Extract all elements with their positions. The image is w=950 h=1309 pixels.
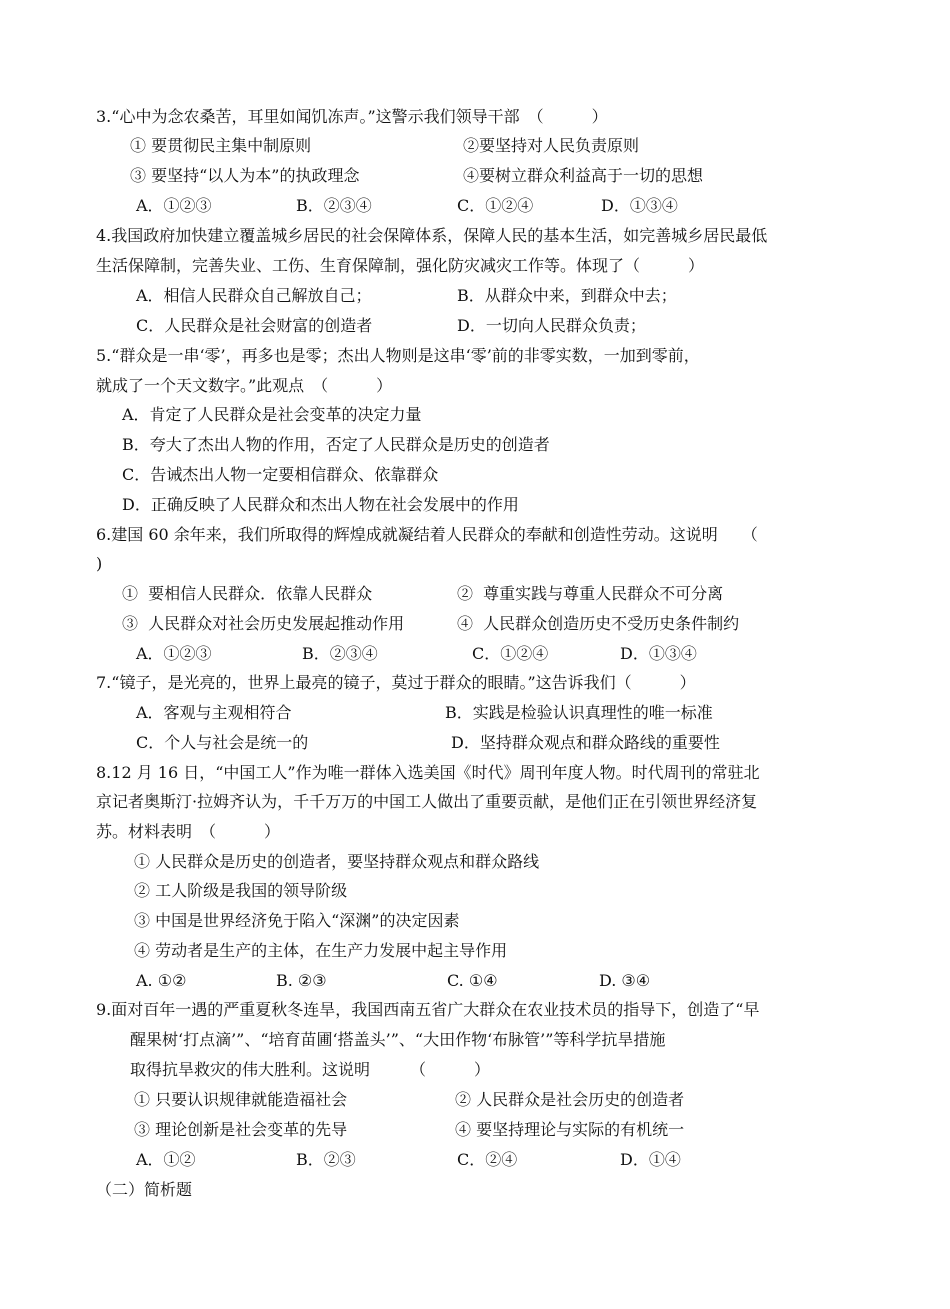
q3-option-1: ① 要贯彻民主集中制原则 [130, 136, 312, 155]
q5-stem-line1: 5.“群众是一串‘零’，再多也是零；杰出人物则是这串‘零’前的非零实数，一加到零前， [96, 346, 700, 365]
q6-stem-line2: ) [96, 554, 103, 573]
q4-choice-c: C．人民群众是社会财富的创造者 [136, 316, 373, 335]
section-title: （二）简析题 [96, 1180, 193, 1199]
q6-option-1: ① 要相信人民群众．依靠人民群众 [122, 584, 373, 603]
q3-stem: 3.“心中为念农桑苦，耳里如闻饥冻声。”这警示我们领导干部 （ ） [96, 107, 608, 126]
q9-option-2: ② 人民群众是社会历史的创造者 [455, 1090, 685, 1109]
q6-option-2: ② 尊重实践与尊重人民群众不可分离 [457, 584, 724, 603]
q9-choice-a: A．①② [136, 1150, 196, 1169]
q6-stem-line1: 6.建国 60 余年来，我们所取得的辉煌成就凝结着人民群众的奉献和创造性劳动。这说明 （ [96, 525, 758, 544]
q6-choice-b: B．②③④ [302, 644, 378, 663]
q5-stem-line2: 就成了一个天文数字。”此观点 （ ） [96, 376, 393, 395]
q6-choice-d: D．①③④ [620, 644, 697, 663]
q6-choice-c: C．①②④ [472, 644, 549, 663]
q8-option-2: ② 工人阶级是我国的领导阶级 [134, 881, 348, 900]
q4-stem-line1: 4.我国政府加快建立覆盖城乡居民的社会保障体系，保障人民的基本生活，如完善城乡居民最低 [96, 226, 768, 245]
q9-option-3: ③ 理论创新是社会变革的先导 [134, 1120, 348, 1139]
q6-choice-a: A．①②③ [136, 644, 212, 663]
q9-choice-c: C．②④ [457, 1150, 518, 1169]
q3-option-3: ③ 要坚持“以人为本”的执政理念 [130, 166, 360, 185]
q7-choice-c: C．个人与社会是统一的 [136, 733, 309, 752]
q8-choice-c: C. ①④ [447, 971, 498, 990]
q3-option-2: ②要坚持对人民负责原则 [463, 136, 640, 155]
q8-choice-d: D. ③④ [599, 971, 651, 990]
q7-stem: 7.“镜子，是光亮的，世界上最亮的镜子，莫过于群众的眼睛。”这告诉我们（ ） [96, 673, 696, 692]
q6-option-3: ③ 人民群众对社会历史发展起推动作用 [122, 614, 405, 633]
q9-option-1: ① 只要认识规律就能造福社会 [134, 1090, 348, 1109]
q8-option-4: ④ 劳动者是生产的主体，在生产力发展中起主导作用 [134, 941, 508, 960]
q7-choice-d: D．坚持群众观点和群众路线的重要性 [451, 733, 720, 752]
q9-stem-line1: 9.面对百年一遇的严重夏秋冬连旱，我国西南五省广大群众在农业技术员的指导下，创造了“早 [96, 1000, 760, 1019]
q7-choice-b: B．实践是检验认识真理性的唯一标准 [445, 703, 713, 722]
q4-choice-a: A．相信人民群众自己解放自己； [136, 286, 372, 305]
q8-stem-line1: 8.12 月 16 日，“中国工人”作为唯一群体入选美国《时代》周刊年度人物。时代周刊的常驻北 [96, 763, 760, 782]
q3-choice-b: B．②③④ [296, 196, 372, 215]
q3-choice-d: D．①③④ [601, 196, 678, 215]
q8-stem-line3: 苏。材料表明 （ ） [96, 822, 281, 841]
q3-option-4: ④要树立群众利益高于一切的思想 [463, 166, 704, 185]
q3-choice-c: C．①②④ [457, 196, 534, 215]
q9-option-4: ④ 要坚持理论与实际的有机统一 [455, 1120, 685, 1139]
q3-choice-a: A．①②③ [136, 196, 212, 215]
q9-choice-d: D．①④ [620, 1150, 681, 1169]
q4-choice-b: B．从群众中来，到群众中去； [457, 286, 677, 305]
q5-choice-d: D．正确反映了人民群众和杰出人物在社会发展中的作用 [122, 495, 519, 514]
q9-stem-line2: 醒果树‘打点滴’”、“培育苗圃‘搭盖头’”、“大田作物‘布脉管’”等科学抗旱措施 [130, 1030, 666, 1049]
q9-stem-line3: 取得抗旱救灾的伟大胜利。这说明 （ ） [130, 1060, 491, 1079]
q5-choice-c: C．告诫杰出人物一定要相信群众、依靠群众 [122, 465, 439, 484]
q5-choice-b: B．夸大了杰出人物的作用，否定了人民群众是历史的创造者 [122, 435, 550, 454]
q8-option-3: ③ 中国是世界经济免于陷入“深渊”的决定因素 [134, 911, 460, 930]
q7-choice-a: A．客观与主观相符合 [136, 703, 292, 722]
q8-choice-b: B. ②③ [276, 971, 327, 990]
q6-option-4: ④ 人民群众创造历史不受历史条件制约 [457, 614, 740, 633]
q4-stem-line2: 生活保障制，完善失业、工伤、生育保障制，强化防灾减灾工作等。体现了（ ） [96, 256, 705, 275]
q4-choice-d: D．一切向人民群众负责； [457, 316, 646, 335]
q9-choice-b: B．②③ [296, 1150, 356, 1169]
q8-stem-line2: 京记者奥斯汀·拉姆齐认为，千千万万的中国工人做出了重要贡献，是他们正在引领世界经济复 [96, 792, 758, 811]
q8-option-1: ① 人民群众是历史的创造者，要坚持群众观点和群众路线 [134, 852, 540, 871]
q5-choice-a: A．肯定了人民群众是社会变革的决定力量 [122, 405, 422, 424]
q8-choice-a: A. ①② [136, 971, 187, 990]
